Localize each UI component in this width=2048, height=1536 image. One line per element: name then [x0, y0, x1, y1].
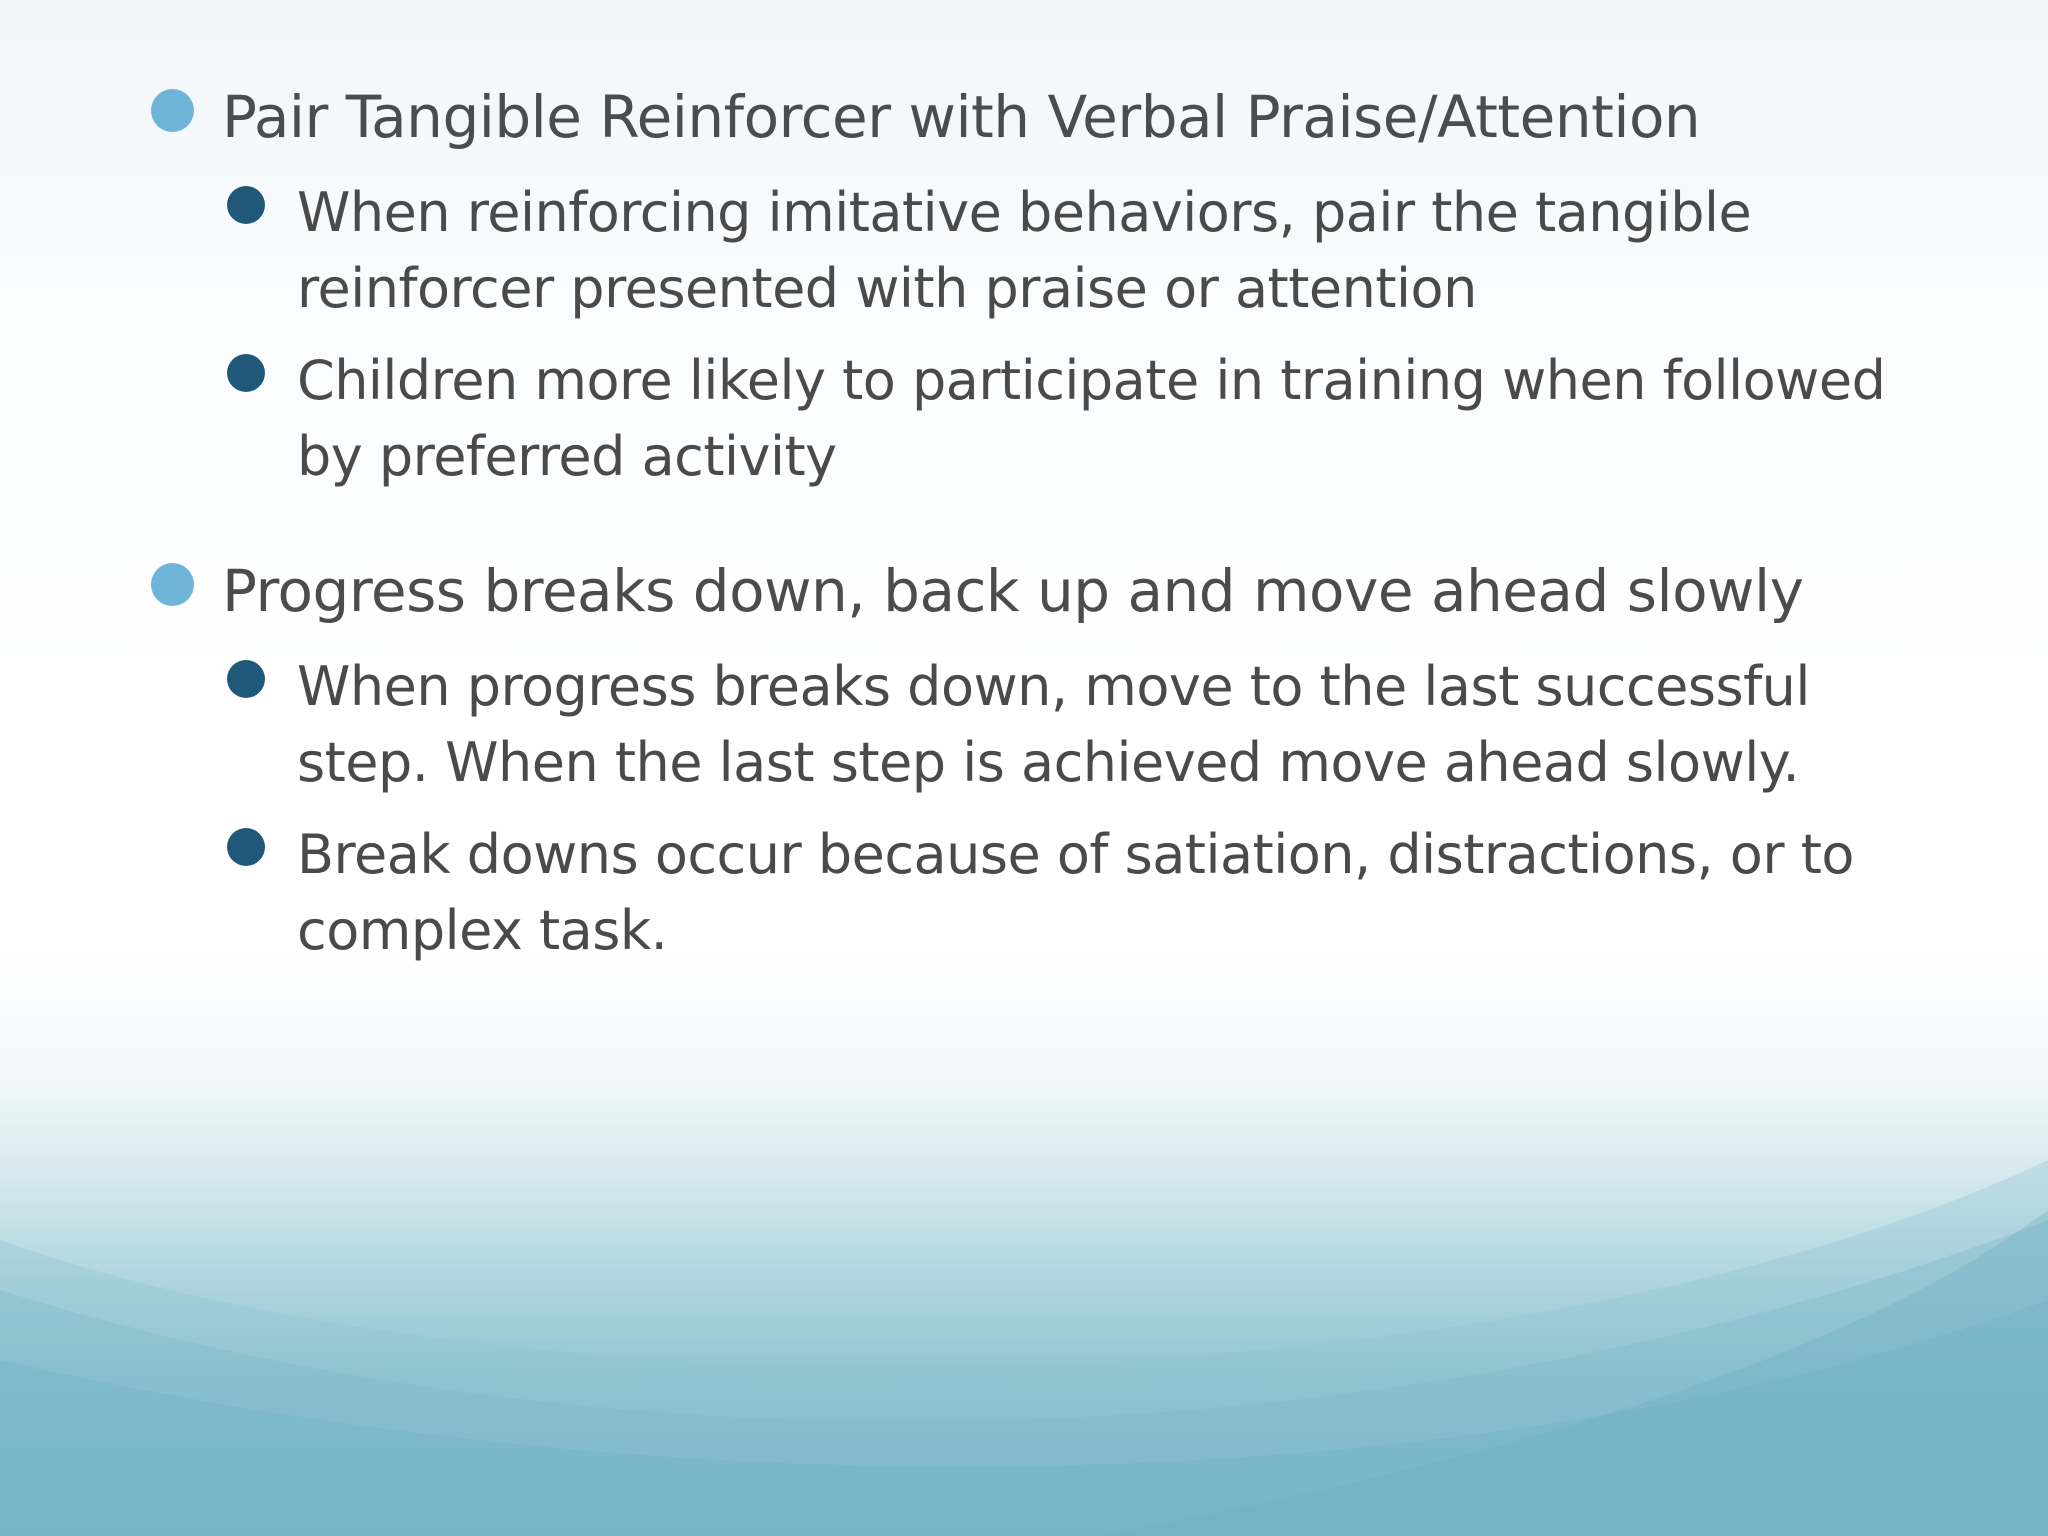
sub-bullet-icon	[227, 828, 265, 866]
sub-bullet-icon	[227, 354, 265, 392]
bullet-heading: Pair Tangible Reinforcer with Verbal Praise/Attention	[222, 83, 1701, 151]
sub-bullet-icon	[227, 660, 265, 698]
bullet-heading: Progress breaks down, back up and move ahead slowly	[222, 557, 1804, 625]
bullet-icon	[151, 563, 194, 606]
sub-bullet-text: When progress breaks down, move to the last successful step. When the last step is achieved move ahead slowly.	[297, 655, 1810, 794]
bullet-icon	[151, 89, 194, 132]
sub-bullet-text: When reinforcing imitative behaviors, pair the tangible reinforcer presented with praise or attention	[297, 181, 1752, 320]
sub-bullet-text: Break downs occur because of satiation, distractions, or to complex task.	[297, 823, 1854, 962]
sub-bullet-text: Children more likely to participate in training when followed by preferred activity	[297, 349, 1886, 488]
sub-bullet-icon	[227, 186, 265, 224]
